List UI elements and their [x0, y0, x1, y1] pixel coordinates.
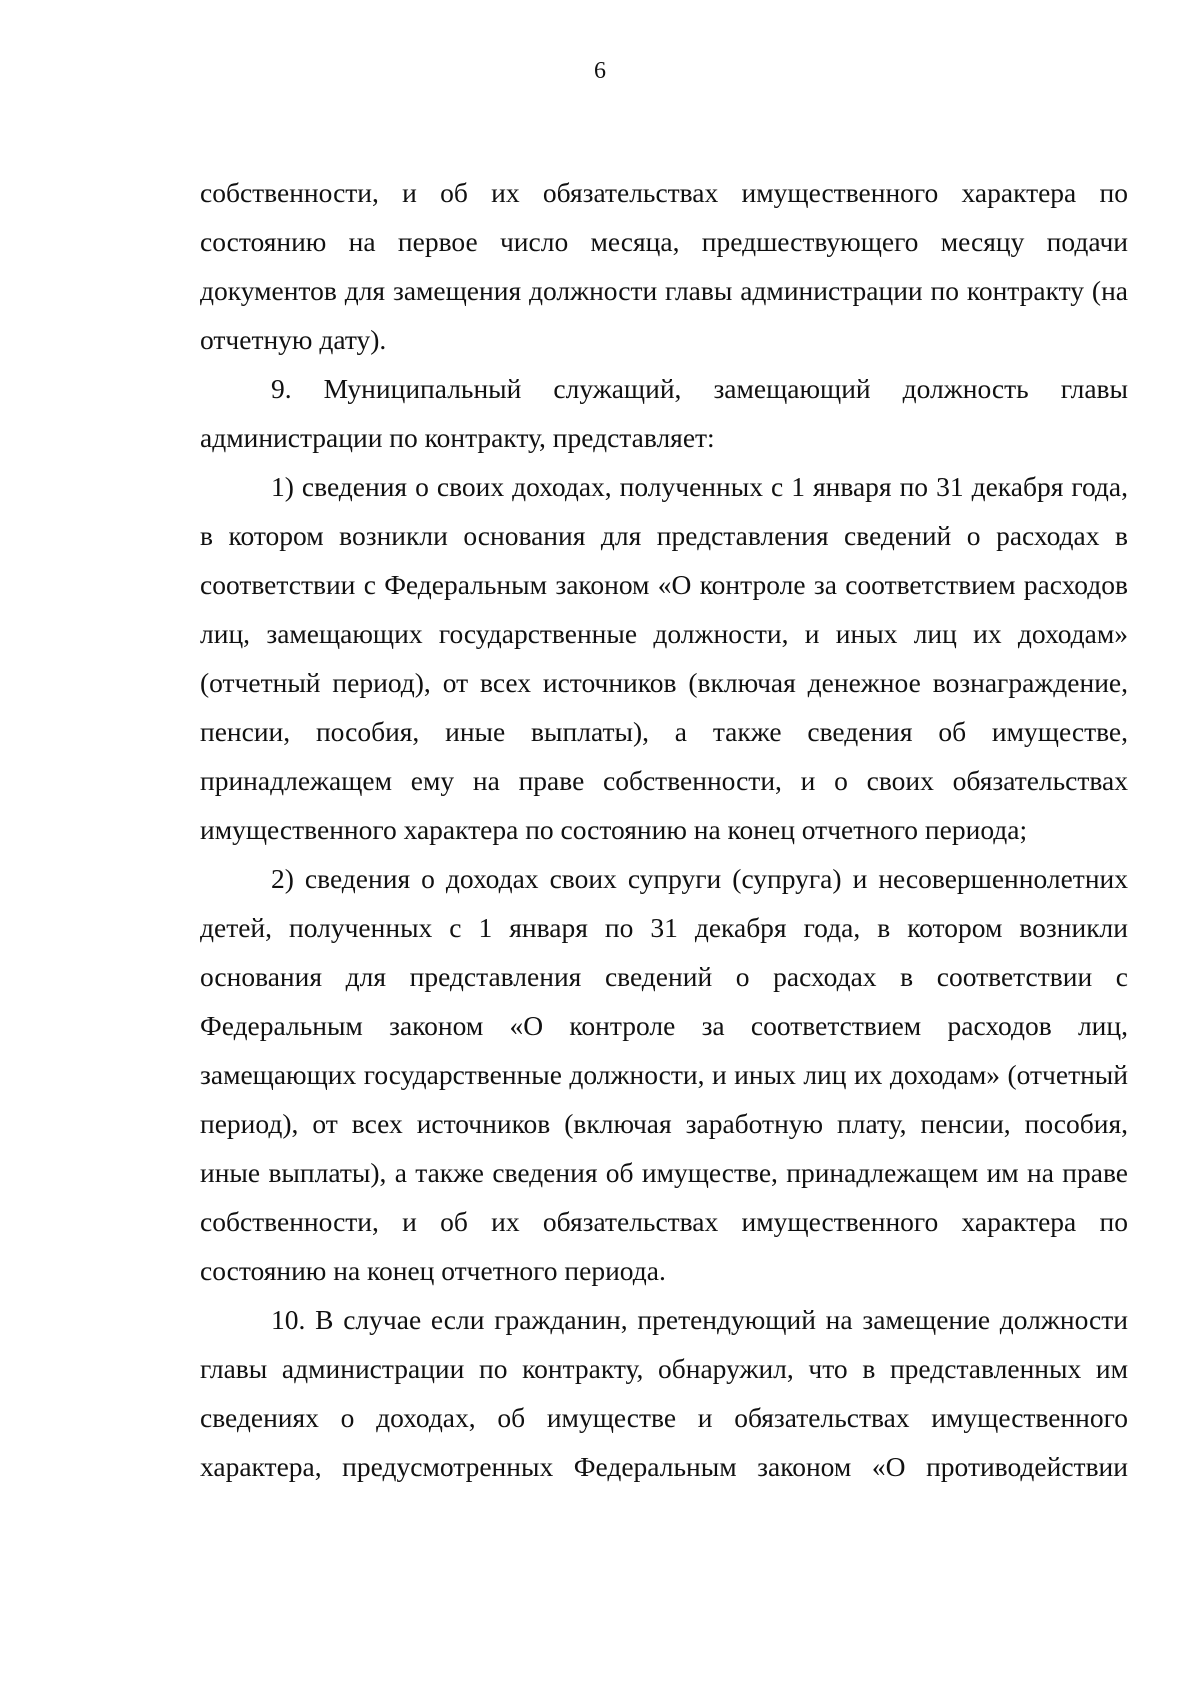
paragraph-item-9: 9. Муниципальный служащий, замещающий должность главы администрации по контракту, представляет: — [200, 373, 1128, 453]
page-number: 6 — [594, 58, 606, 84]
paragraph-continuation: собственности, и об их обязательствах имущественного характера по состоянию на первое число месяца, предшествующего месяцу подачи документов для замещения должности главы администрации по контракту (на отчетную дату). — [200, 177, 1128, 355]
document-body — [200, 168, 1128, 1491]
paragraph-item-9-2: 2) сведения о доходах своих супруги (супруга) и несовершеннолетних детей, полученных с 1 января по 31 декабря года, в котором возникли основания для представления сведений о расходах в соответствии с Федеральным законом «О контроле за соответствием расходов лиц, замещающих государственные должности, и иных лиц их доходам» (отчетный период), от всех источников (включая заработную плату, пенсии, пособия, иные выплаты), а также сведения об имуществе, принадлежащем им на праве собственности, и об их обязательствах имущественного характера по состоянию на конец отчетного периода. — [200, 863, 1128, 1286]
paragraph-item-9-1: 1) сведения о своих доходах, полученных с 1 января по 31 декабря года, в котором возникли основания для представления сведений о расходах в соответствии с Федеральным законом «О контроле за соответствием расходов лиц, замещающих государственные должности, и иных лиц их доходам» (отчетный период), от всех источников (включая денежное вознаграждение, пенсии, пособия, иные выплаты), а также сведения об имуществе, принадлежащем ему на праве собственности, и о своих обязательствах имущественного характера по состоянию на конец отчетного периода; — [200, 471, 1128, 845]
paragraph-item-10: 10. В случае если гражданин, претендующий на замещение должности главы администрации по контракту, обнаружил, что в представленных им сведениях о доходах, об имуществе и обязательствах имущественного характера, предусмотренных Федеральным законом «О противодействии — [200, 1304, 1128, 1482]
